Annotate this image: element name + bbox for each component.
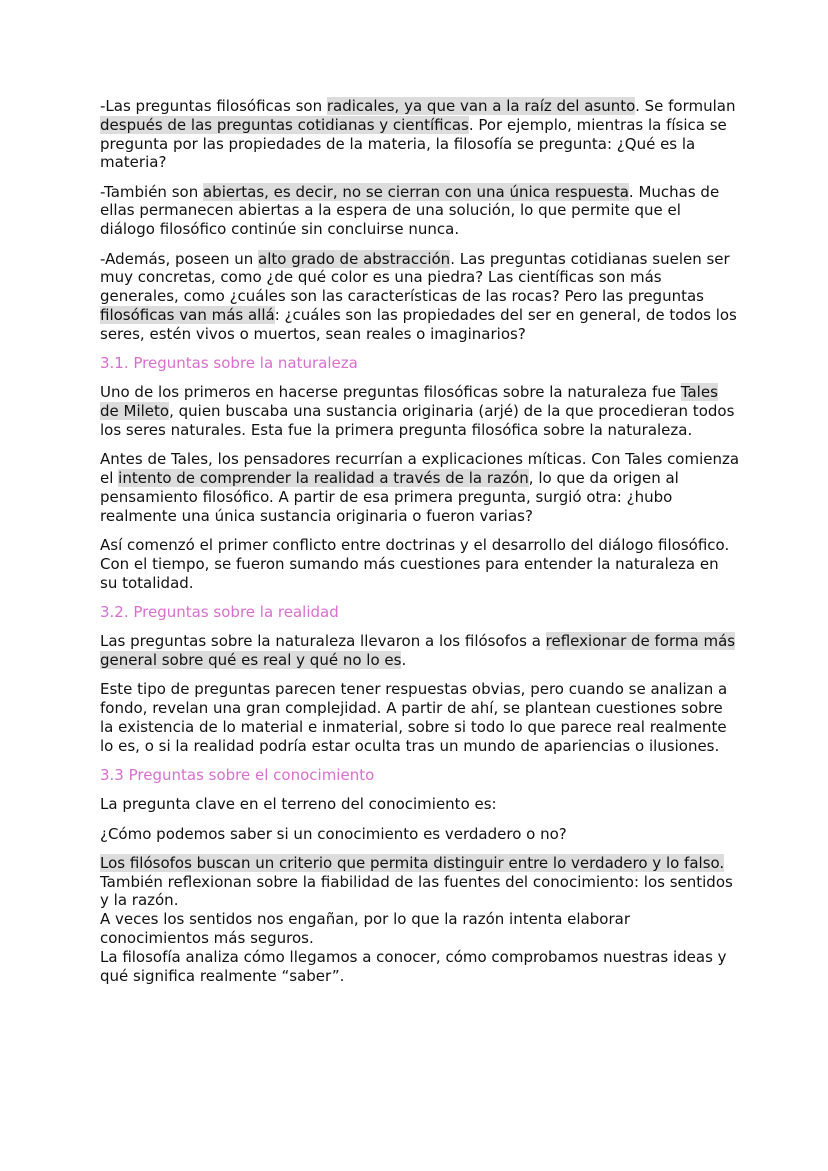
paragraph-p1 <box>100 97 740 172</box>
paragraph-p2 <box>100 183 740 239</box>
highlighted-text: Los filósofos buscan un criterio que permita distinguir entre lo verdadero y lo falso. <box>100 853 725 872</box>
text-run: . <box>401 650 407 669</box>
section-heading-h33: 3.3 Preguntas sobre el conocimiento <box>100 765 375 784</box>
paragraph-p13 <box>100 910 740 948</box>
highlighted-text: alto grado de abstracción <box>258 249 451 268</box>
paragraph-p9 <box>100 795 740 814</box>
highlighted-text: después de las preguntas cotidianas y científicas <box>100 115 469 134</box>
text-run: Las preguntas sobre la naturaleza llevaron a los filósofos a <box>100 632 546 651</box>
text-run: -Además, poseen un <box>100 249 259 268</box>
highlighted-text: intento de comprender la realidad a través de la razón <box>118 469 529 488</box>
text-run: Este tipo de preguntas parecen tener respuestas obvias, pero cuando se analizan a fondo, revelan una gran complejidad. A partir de ahí, se plantean cuestiones sobre la existencia de lo material e inmaterial, sobre si todo lo que parece real realmente lo es, o si la realidad podría estar oculta tras un mundo de apariencias o ilusiones. <box>100 680 728 755</box>
text-run: . Muchas de ellas permanecen abiertas a la espera de una solución, lo que permite que el diálogo filosófico continúe sin concluirse nunca. <box>100 182 720 239</box>
text-run: , lo que da origen al pensamiento filosófico. A partir de esa primera pregunta, surgió otra: ¿hubo realmente una única sustancia originaria o fueron varias? <box>100 469 679 525</box>
text-run: También reflexionan sobre la fiabilidad de las fuentes del conocimiento: los sentidos y la razón. <box>100 872 733 910</box>
highlighted-text: abiertas, es decir, no se cierran con una única respuesta <box>202 182 629 201</box>
paragraph-p4 <box>100 383 740 439</box>
section-heading-h31: 3.1. Preguntas sobre la naturaleza <box>100 354 358 373</box>
paragraph-p11 <box>100 854 740 873</box>
text-run: . Las preguntas cotidianas suelen ser muy concretas, como ¿de qué color es una piedra? Las científicas son más generales, como ¿cuáles son las características de las rocas? Pero las preguntas <box>100 249 730 306</box>
text-run: ¿Cómo podemos saber si un conocimiento es verdadero o no? <box>100 824 567 843</box>
paragraph-p8 <box>100 680 740 755</box>
paragraph-p12 <box>100 873 740 911</box>
text-run: : ¿cuáles son las propiedades del ser en general, de todos los seres, estén vivos o muertos, sean reales o imaginarios? <box>100 305 737 343</box>
section-heading-h32: 3.2. Preguntas sobre la realidad <box>100 602 339 621</box>
text-run: A veces los sentidos nos engañan, por lo que la razón intenta elaborar conocimientos más seguros. <box>100 910 630 947</box>
paragraph-p6 <box>100 536 740 592</box>
paragraph-p14 <box>100 948 740 986</box>
paragraph-p7 <box>100 632 740 670</box>
paragraph-p10 <box>100 825 740 844</box>
document-page <box>100 97 740 985</box>
highlighted-text: radicales, ya que van a la raíz del asunto <box>326 97 636 115</box>
paragraph-p5 <box>100 450 740 525</box>
paragraph-p3 <box>100 250 740 344</box>
text-run: Uno de los primeros en hacerse preguntas filosóficas sobre la naturaleza fue <box>100 383 681 402</box>
text-run: La filosofía analiza cómo llegamos a conocer, cómo comprobamos nuestras ideas y qué significa realmente “saber”. <box>100 947 727 985</box>
text-run: La pregunta clave en el terreno del conocimiento es: <box>100 795 497 814</box>
highlighted-text: Tales de Mileto <box>100 383 718 421</box>
text-run: Así comenzó el primer conflicto entre doctrinas y el desarrollo del diálogo filosófico. Con el tiempo, se fueron sumando más cuestiones para entender la naturaleza en su totalidad. <box>100 535 730 592</box>
text-run: . Por ejemplo, mientras la física se pregunta por las propiedades de la materia, la filosofía se pregunta: ¿Qué es la materia? <box>100 115 727 172</box>
highlighted-text: reflexionar de forma más general sobre qué es real y qué no lo es <box>100 632 736 669</box>
text-run: . Se formulan <box>635 97 736 115</box>
text-run: -Las preguntas filosóficas son <box>100 97 327 115</box>
text-run: -También son <box>100 182 203 201</box>
highlighted-text: filosóficas van más allá <box>100 305 275 324</box>
text-run: , quien buscaba una sustancia originaria (arjé) de la que procedieran todos los seres naturales. Esta fue la primera pregunta filosófica sobre la naturaleza. <box>100 402 735 439</box>
text-run: Antes de Tales, los pensadores recurrían a explicaciones míticas. Con Tales comienza el <box>100 450 740 488</box>
